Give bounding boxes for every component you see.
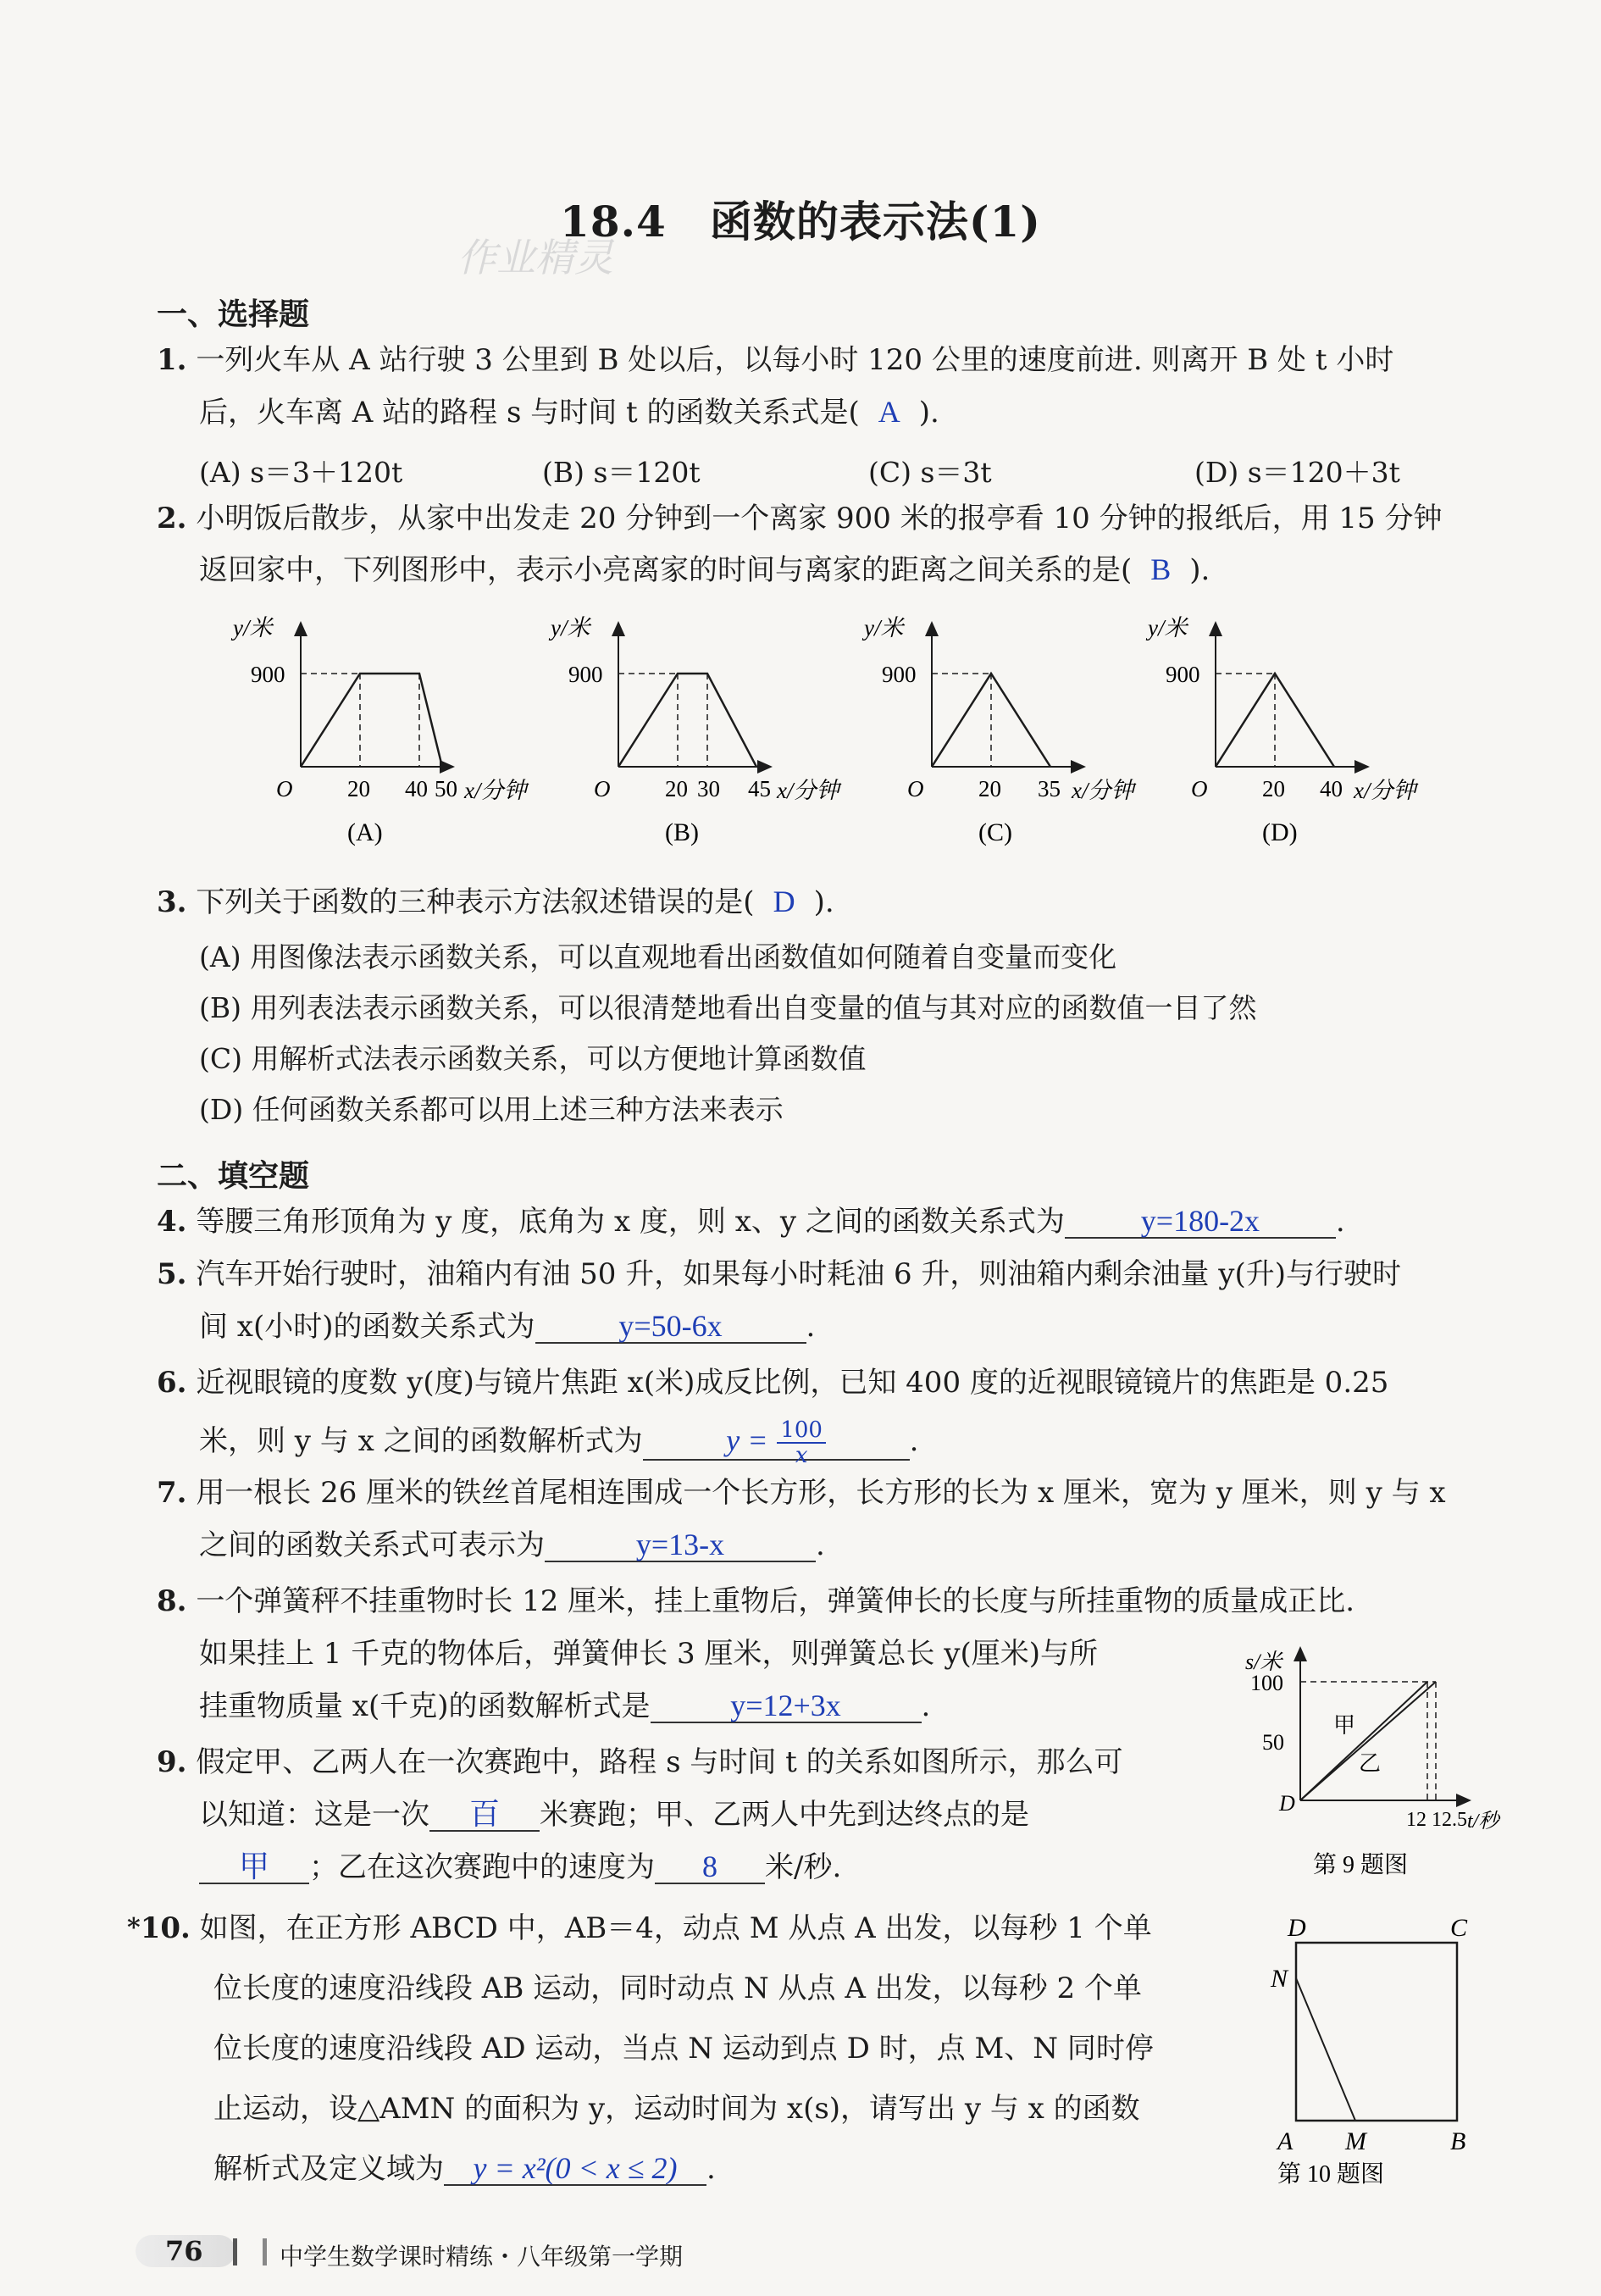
fraction-denominator: x [795,1443,808,1468]
question-number: 8. [157,1584,187,1618]
question-text: 汽车开始行驶时，油箱内有油 50 升，如果每小时耗油 6 升，则油箱内剩余油量 y(升)与行驶时 [196,1257,1401,1291]
question-8 [157,1583,1354,1620]
x-tick-label: 12.5 [1432,1809,1467,1831]
origin-label: O [907,776,924,801]
fraction-numerator: 100 [777,1418,826,1444]
point-label: A [1277,2127,1294,2155]
answer-blank: y=13-x [545,1528,816,1562]
q10-figure [1262,1911,1482,2190]
x-axis-label: x/分钟 [464,778,527,803]
question-text: 用一根长 26 厘米的铁丝首尾相连围成一个长方形，长方形的长为 x 厘米，宽为 y 厘米，则 y 与 x [196,1476,1446,1510]
question-text: 假定甲、乙两人在一次赛跑中，路程 s 与时间 t 的关系如图所示，那么可 [196,1745,1123,1779]
question-6 [157,1364,1388,1401]
question-text: 解析式及定义域为 [213,2152,444,2186]
x-tick-label: 40 [1320,776,1343,801]
answer-blank: y=50-6x [535,1310,806,1344]
origin-label: O [1191,776,1208,801]
question-text: 米，则 y 与 x 之间的函数解析式为 [199,1424,643,1458]
x-tick-label: 50 [435,776,457,801]
answer-blank: 8 [655,1850,765,1884]
question-text: 米赛跑；甲、乙两人中先到达终点的是 [540,1798,1029,1832]
x-axis-label: x/分钟 [1354,778,1416,803]
footer [0,2228,1601,2279]
question-10-line5 [213,2150,716,2188]
graph-c [861,615,1137,846]
graph-d [1145,615,1419,846]
q1-option-a: (A) s＝3＋120t [199,456,403,489]
x-tick-label: 40 [405,776,428,801]
question-number: 7. [157,1476,187,1510]
question-10 [127,1910,1152,1947]
question-number: 9. [157,1745,187,1779]
q1-option-c: (C) s＝3t [868,456,992,489]
q2-graphs [229,610,1457,864]
question-text: ). [813,885,834,919]
question-number: 3. [157,885,187,919]
question-text: 近视眼镜的度数 y(度)与镜片焦距 x(米)成反比例，已知 400 度的近视眼镜镜片的焦距是 0.25 [196,1366,1389,1400]
graph-label: (B) [665,818,699,846]
x-tick-label: 20 [347,776,370,801]
series-label-yi: 乙 [1359,1751,1382,1776]
graph-b [548,615,842,846]
question-9 [157,1744,1123,1781]
origin-label: D [1279,1791,1295,1816]
origin-label: O [276,776,293,801]
question-number: 5. [157,1257,187,1291]
question-4 [157,1203,1345,1240]
figure-caption: 第 9 题图 [1313,1852,1409,1878]
question-number: 6. [157,1366,187,1400]
answer-choice: D [773,885,795,918]
question-text: 下列关于函数的三种表示方法叙述错误的是( [196,885,755,919]
x-tick-label: 45 [748,776,771,801]
y-axis-label: y/米 [551,615,590,641]
answer-blank: 甲 [199,1850,309,1884]
point-label: D [1288,1914,1306,1942]
q1-option-b: (B) s＝120t [542,456,701,489]
x-axis-label: x/分钟 [777,778,839,803]
page-title: 18.4 函数的表示法(1) [560,197,1041,247]
question-number: 1. [157,343,187,377]
question-7 [157,1474,1446,1511]
question-text: ；乙在这次赛跑中的速度为 [309,1850,655,1884]
q1-option-d: (D) s＝120＋3t [1194,456,1400,489]
period: . [1335,1205,1345,1239]
question-text: 一列火车从 A 站行驶 3 公里到 B 处以后，以每小时 120 公里的速度前进. 则离开 B 处 t 小时 [196,343,1394,377]
section-heading-fill: 二、填空题 [157,1159,310,1194]
question-2 [157,500,1442,537]
question-text: 一个弹簧秤不挂重物时长 12 厘米，挂上重物后，弹簧伸长的长度与所挂重物的质量成正比. [196,1584,1354,1618]
point-label: B [1450,2127,1466,2155]
answer-blank [643,1417,910,1468]
question-text: 等腰三角形顶角为 y 度，底角为 x 度，则 x、y 之间的函数关系式为 [196,1205,1065,1239]
question-7-line2 [199,1527,825,1564]
question-number: 10. [140,1911,191,1945]
graph-label: (A) [347,818,383,846]
answer-fraction [777,1418,826,1467]
question-text: 之间的函数关系式可表示为 [199,1528,545,1562]
x-tick-label: 35 [1038,776,1061,801]
graph-label: (D) [1262,818,1298,846]
answer-blank: y=180-2x [1065,1205,1336,1239]
series-yi [1300,1682,1436,1800]
q9-figure [1245,1631,1516,1885]
graph-a [230,615,529,846]
question-text: 如图，在正方形 ABCD 中，AB＝4，动点 M 从点 A 出发，以每秒 1 个单 [199,1911,1152,1945]
question-9-line3 [199,1849,841,1886]
y-tick-label: 900 [882,662,917,687]
x-tick-label: 20 [665,776,688,801]
y-tick-label: 900 [1166,662,1200,687]
page-number: 76 [165,2235,203,2267]
question-3 [157,883,834,921]
question-number: 2. [157,502,187,535]
point-label: C [1450,1914,1468,1942]
y-axis-label: y/米 [1148,615,1188,641]
x-tick-label: 30 [697,776,720,801]
series-label-jia: 甲 [1333,1713,1356,1738]
question-1 [157,341,1393,379]
question-text: 后，火车离 A 站的路程 s 与时间 t 的函数关系式是( [199,396,860,430]
question-text: 小明饭后散步，从家中出发走 20 分钟到一个离家 900 米的报亭看 10 分钟的报纸后，用 15 分钟 [196,502,1443,535]
question-text: 以知道：这是一次 [199,1798,429,1832]
question-10-line4: 止运动，设△AMN 的面积为 y，运动时间为 x(s)，请写出 y 与 x 的函数 [213,2092,1140,2126]
question-8-line3 [199,1688,930,1725]
watermark: 作业精灵 [457,235,613,280]
x-axis-label: x/分钟 [1072,778,1134,803]
graph-label: (C) [978,818,1012,846]
question-5 [157,1256,1401,1293]
y-axis-label: y/米 [233,615,273,641]
question-5-line2 [199,1308,815,1345]
q3-option-b: (B) 用列表法表示函数关系，可以很清楚地看出自变量的值与其对应的函数值一目了然 [199,991,1257,1024]
question-10-line3: 位长度的速度沿线段 AD 运动，当点 N 运动到点 D 时，点 M、N 同时停 [213,2032,1154,2066]
question-1-line2 [199,393,939,431]
square-abcd [1296,1943,1457,2121]
period: . [921,1689,931,1723]
x-tick-label: 12 [1406,1809,1426,1831]
section-heading-choice: 一、选择题 [157,297,310,332]
question-text: 米/秒. [765,1850,842,1884]
question-text: ). [1189,553,1210,587]
answer-blank: y=12+3x [651,1689,922,1723]
x-tick-label: 20 [978,776,1001,801]
y-tick-label: 900 [251,662,285,687]
y-tick-label: 100 [1250,1671,1283,1695]
question-text: 挂重物质量 x(千克)的函数解析式是 [199,1689,651,1723]
question-2-line2 [199,551,1210,589]
answer-blank: y = x²(0 < x ≤ 2) [444,2152,706,2186]
question-6-line2 [199,1417,919,1468]
question-text: 间 x(小时)的函数关系式为 [199,1310,535,1344]
period: . [706,2152,716,2186]
period: . [816,1528,825,1562]
star-mark: * [127,1913,141,1943]
footer-bars [233,2238,267,2265]
figure-caption: 第 10 题图 [1277,2161,1385,2188]
y-axis-label: s/米 [1245,1650,1282,1674]
y-axis-label: y/米 [864,615,904,641]
question-8-line2: 如果挂上 1 千克的物体后，弹簧伸长 3 厘米，则弹簧总长 y(厘米)与所 [199,1637,1099,1671]
question-text: ). [918,396,939,430]
origin-label: O [594,776,611,801]
period: . [909,1424,919,1458]
x-axis-label: t/秒 [1467,1811,1499,1833]
period: . [806,1310,816,1344]
question-text: 返回家中，下列图形中，表示小亮离家的时间与离家的距离之间关系的是( [199,553,1133,587]
book-title: 中学生数学课时精练・八年级第一学期 [280,2243,684,2271]
q3-option-c: (C) 用解析式法表示函数关系，可以方便地计算函数值 [199,1042,867,1075]
question-10-line2: 位长度的速度沿线段 AB 运动，同时动点 N 从点 A 出发，以每秒 2 个单 [213,1972,1142,2005]
y-tick-label: 50 [1262,1730,1284,1755]
answer-blank: 百 [429,1798,540,1832]
answer-choice: A [878,395,900,429]
question-9-line2 [199,1796,1029,1833]
q3-option-d: (D) 任何函数关系都可以用上述三种方法来表示 [199,1093,784,1126]
answer-lhs: y = [726,1423,768,1457]
x-tick-label: 20 [1262,776,1285,801]
point-label: N [1271,1965,1288,1993]
question-number: 4. [157,1205,187,1239]
segment-mn [1296,1978,1355,2121]
point-label: M [1345,2127,1366,2155]
answer-choice: B [1150,552,1172,586]
q3-option-a: (A) 用图像法表示函数关系，可以直观地看出函数值如何随着自变量而变化 [199,940,1117,973]
y-tick-label: 900 [568,662,603,687]
